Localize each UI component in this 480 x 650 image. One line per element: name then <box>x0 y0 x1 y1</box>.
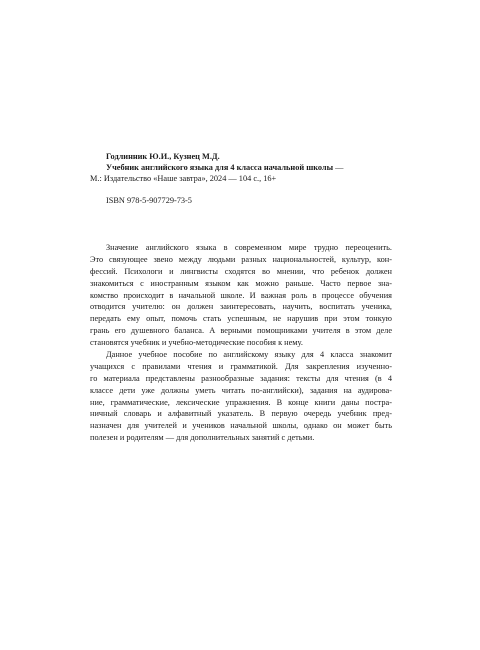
authors: Годлинник Ю.И., Кузнец М.Д. <box>106 152 220 161</box>
annotation-line: Это связующее звено между людьми разных национальностей, культур, кон- <box>90 254 392 264</box>
book-title-line <box>90 162 390 173</box>
annotation-line: назначен для учителей и учеников начальной школы, однако он может быть <box>90 421 392 431</box>
annotation-line: го материала представлены разнообразные задания: тексты для чтения (в 4 <box>90 373 392 383</box>
book-title: Учебник английского языка для 4 класса начальной школы <box>106 163 334 172</box>
annotation-line: учащихся с правилами чтения и грамматикой. Для закрепления изученно- <box>90 361 392 371</box>
title-dash: — <box>333 163 344 172</box>
annotation <box>90 242 392 444</box>
annotation-line: грань его душевного баланса. А верными помощниками учителя в этом деле <box>90 326 392 336</box>
annotation-line: классе дети уже должны уметь читать по-английски), задания на аудирова- <box>90 385 392 395</box>
annotation-line: комство происходит в начальной школе. И важная роль в процессе обучения <box>90 290 392 300</box>
annotation-line: отводится учителю: он должен заинтересовать, научить, воспитать ученика, <box>90 302 392 312</box>
bibliographic-record <box>90 151 390 184</box>
publication-info: М.: Издательство «Наше завтра», 2024 — 104 с., 16+ <box>90 174 277 183</box>
annotation-line: знакомиться с иностранным языком как можно раньше. Часто первое зна- <box>90 278 392 288</box>
annotation-line: фессий. Психологи и лингвисты сходятся во мнении, что ребенок должен <box>90 266 392 276</box>
annotation-line: Данное учебное пособие по английскому языку для 4 класса знакомит <box>106 350 392 360</box>
annotation-line: ничный словарь и алфавитный указатель. В первую очередь учебник пред- <box>90 409 392 419</box>
isbn: ISBN 978-5-907729-73-5 <box>106 196 192 205</box>
annotation-line: Значение английского языка в современном мире трудно переоценить. <box>106 243 392 252</box>
annotation-line: ние, грамматические, лексические упражнения. В конце книги даны постра- <box>90 397 392 407</box>
annotation-line: становятся учебник и учебно-методические пособия к нему. <box>90 338 303 348</box>
annotation-line: передать ему опыт, помочь стать успешным, не нарушив при этом тонкую <box>90 314 392 324</box>
annotation-line: полезен и родителям — для дополнительных занятий с детьми. <box>90 433 315 443</box>
